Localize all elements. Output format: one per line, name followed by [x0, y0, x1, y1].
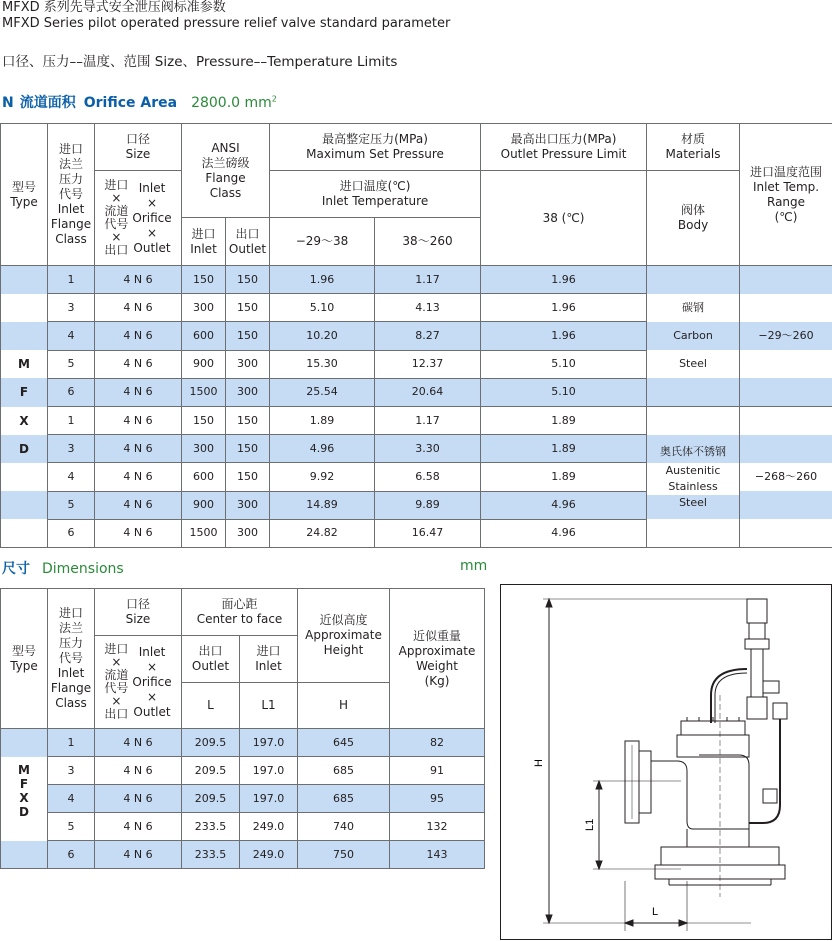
ansi-inlet: 1500: [182, 519, 226, 547]
d-h-L: L: [182, 683, 240, 729]
orifice-label-cn: 流道面积: [19, 95, 76, 111]
size-code: 4 N 6: [95, 757, 182, 785]
set-pressure-2: 9.89: [375, 491, 481, 519]
h-inlet-temp: 进口温度(℃) Inlet Temperature: [270, 171, 481, 218]
table-row: [1, 407, 832, 435]
d-h-outlet: 出口 Outlet: [182, 636, 240, 683]
ansi-outlet: 150: [226, 407, 270, 435]
ansi-inlet: 600: [182, 322, 226, 350]
ansi-inlet: 600: [182, 463, 226, 491]
type-letters: M F X D: [1, 757, 48, 841]
flange-class: 3: [48, 435, 95, 463]
size-code: 4 N 6: [95, 841, 182, 869]
flange-class: 4: [48, 322, 95, 350]
flange-class: 1: [48, 729, 95, 757]
set-pressure-2: 16.47: [375, 519, 481, 547]
type-letter: X: [1, 407, 48, 435]
range-carbon: −29～260: [740, 266, 832, 407]
set-pressure-1: 4.96: [270, 435, 375, 463]
flange-class: 5: [48, 350, 95, 378]
drawing-label-L: L: [652, 906, 659, 918]
dim-L1: 197.0: [240, 785, 298, 813]
set-pressure-1: 24.82: [270, 519, 375, 547]
dim-L: 233.5: [182, 841, 240, 869]
h-ansi-inlet: 进口 Inlet: [182, 218, 226, 266]
flange-class: 5: [48, 813, 95, 841]
d-h-inlet: 进口 Inlet: [240, 636, 298, 683]
flange-class: 3: [48, 294, 95, 322]
ansi-inlet: 900: [182, 491, 226, 519]
type-letter: [1, 463, 48, 491]
table-row: [1, 266, 832, 294]
d-h-size: 口径 Size: [95, 589, 182, 636]
ansi-outlet: 150: [226, 463, 270, 491]
outlet-limit: 1.96: [481, 322, 647, 350]
d-h-height: 近似高度 Approximate Height: [298, 589, 390, 683]
set-pressure-1: 1.89: [270, 407, 375, 435]
range-stainless: −268～260: [740, 407, 832, 548]
table-row: [1, 785, 485, 813]
drawing-label-L1: L1: [584, 818, 596, 831]
dim-L: 209.5: [182, 785, 240, 813]
weight: 143: [390, 841, 485, 869]
h-type: 型号 Type: [1, 124, 48, 266]
dim-H: 685: [298, 757, 390, 785]
d-h-L1: L1: [240, 683, 298, 729]
h-ansi-outlet: 出口 Outlet: [226, 218, 270, 266]
table-row: [1, 813, 485, 841]
ansi-outlet: 300: [226, 378, 270, 406]
h-materials: 材质 Materials: [647, 124, 740, 171]
ansi-inlet: 1500: [182, 378, 226, 406]
flange-class: 6: [48, 519, 95, 547]
set-pressure-2: 12.37: [375, 350, 481, 378]
ansi-outlet: 150: [226, 294, 270, 322]
weight: 95: [390, 785, 485, 813]
h-outlet-temp: 38 (℃): [481, 171, 647, 266]
h-size: 口径 Size: [95, 124, 182, 171]
size-code: 4 N 6: [95, 322, 182, 350]
ansi-outlet: 300: [226, 491, 270, 519]
h-temp-range: 进口温度范围 Inlet Temp. Range (℃): [740, 124, 832, 266]
title-en: MFXD Series pilot operated pressure relief valve standard parameter: [2, 16, 451, 31]
d-h-flange: 进口 法兰 压力 代号 Inlet Flange Class: [48, 589, 95, 729]
set-pressure-2: 8.27: [375, 322, 481, 350]
valve-drawing: [500, 584, 832, 940]
outlet-limit: 5.10: [481, 350, 647, 378]
set-pressure-1: 25.54: [270, 378, 375, 406]
orifice-label-en: Orifice Area: [83, 95, 178, 111]
weight: 82: [390, 729, 485, 757]
dim-L: 233.5: [182, 813, 240, 841]
outlet-limit: 5.10: [481, 378, 647, 406]
ansi-outlet: 150: [226, 266, 270, 294]
outlet-limit: 1.89: [481, 463, 647, 491]
dim-L1: 249.0: [240, 813, 298, 841]
material-stainless: 奥氏体不锈钢 Austenitic Stainless Steel: [647, 407, 740, 548]
ansi-inlet: 150: [182, 266, 226, 294]
orifice-value: 2800.0 $mm^2$: [191, 94, 277, 111]
size-code: 4 N 6: [95, 519, 182, 547]
dimensions-heading: 尺寸 Dimensions: [2, 561, 124, 577]
set-pressure-1: 9.92: [270, 463, 375, 491]
subtitle: 口径、压力––温度、范围 Size、Pressure––Temperature Limits: [2, 54, 398, 70]
type-letter: M: [1, 350, 48, 378]
size-code: 4 N 6: [95, 813, 182, 841]
type-letter: F: [1, 378, 48, 406]
type-letter: [1, 294, 48, 322]
outlet-limit: 1.96: [481, 266, 647, 294]
dimensions-table: [0, 588, 485, 869]
dim-L: 209.5: [182, 729, 240, 757]
outlet-limit: 4.96: [481, 491, 647, 519]
flange-class: 4: [48, 785, 95, 813]
dim-L: 209.5: [182, 757, 240, 785]
set-pressure-2: 20.64: [375, 378, 481, 406]
outlet-limit: 1.89: [481, 435, 647, 463]
h-outlet-limit: 最高出口压力(MPa) Outlet Pressure Limit: [481, 124, 647, 171]
size-code: 4 N 6: [95, 463, 182, 491]
ansi-outlet: 300: [226, 519, 270, 547]
set-pressure-2: 6.58: [375, 463, 481, 491]
flange-class: 1: [48, 266, 95, 294]
orifice-area: [2, 92, 277, 112]
ansi-inlet: 900: [182, 350, 226, 378]
type-letter: [1, 491, 48, 519]
title-cn: MFXD 系列先导式安全泄压阀标准参数: [2, 0, 226, 15]
size-code: 4 N 6: [95, 350, 182, 378]
type-letter: D: [1, 435, 48, 463]
size-code: 4 N 6: [95, 435, 182, 463]
dim-H: 685: [298, 785, 390, 813]
ansi-inlet: 300: [182, 294, 226, 322]
d-h-type: 型号 Type: [1, 589, 48, 729]
h-ansi: ANSI 法兰磅级 Flange Class: [182, 124, 270, 218]
set-pressure-2: 3.30: [375, 435, 481, 463]
size-code: 4 N 6: [95, 378, 182, 406]
dim-H: 645: [298, 729, 390, 757]
set-pressure-2: 1.17: [375, 266, 481, 294]
table-row: [1, 757, 485, 785]
table-row: [1, 841, 485, 869]
set-pressure-1: 15.30: [270, 350, 375, 378]
dim-L1: 249.0: [240, 841, 298, 869]
set-pressure-2: 1.17: [375, 407, 481, 435]
size-code: 4 N 6: [95, 294, 182, 322]
h-size-detail: 进口 × 流道 代号 × 出口 Inlet × Orifice × Outlet: [95, 171, 182, 266]
parameter-table: [0, 123, 832, 548]
flange-class: 5: [48, 491, 95, 519]
weight: 132: [390, 813, 485, 841]
set-pressure-1: 5.10: [270, 294, 375, 322]
size-code: 4 N 6: [95, 785, 182, 813]
dim-H: 740: [298, 813, 390, 841]
set-pressure-1: 1.96: [270, 266, 375, 294]
size-code: 4 N 6: [95, 729, 182, 757]
h-maxset: 最高整定压力(MPa) Maximum Set Pressure: [270, 124, 481, 171]
outlet-limit: 1.96: [481, 294, 647, 322]
table-row: [1, 729, 485, 757]
orifice-letter: N: [2, 95, 14, 111]
flange-class: 1: [48, 407, 95, 435]
dimensions-unit: mm: [460, 558, 488, 574]
type-letter: [1, 322, 48, 350]
material-carbon: 碳钢 Carbon Steel: [647, 266, 740, 407]
size-code: 4 N 6: [95, 407, 182, 435]
ansi-outlet: 150: [226, 322, 270, 350]
flange-class: 6: [48, 841, 95, 869]
set-pressure-1: 14.89: [270, 491, 375, 519]
dim-H: 750: [298, 841, 390, 869]
size-code: 4 N 6: [95, 266, 182, 294]
ansi-inlet: 300: [182, 435, 226, 463]
h-temp2: 38～260: [375, 218, 481, 266]
ansi-inlet: 150: [182, 407, 226, 435]
size-code: 4 N 6: [95, 491, 182, 519]
d-h-ctf: 面心距 Center to face: [182, 589, 298, 636]
ansi-outlet: 150: [226, 435, 270, 463]
flange-class: 6: [48, 378, 95, 406]
ansi-outlet: 300: [226, 350, 270, 378]
h-body: 阀体 Body: [647, 171, 740, 266]
d-h-size-detail: 进口 × 流道 代号 × 出口 Inlet × Orifice × Outlet: [95, 636, 182, 729]
dim-L1: 197.0: [240, 729, 298, 757]
h-temp1: −29～38: [270, 218, 375, 266]
type-letter: [1, 519, 48, 547]
set-pressure-2: 4.13: [375, 294, 481, 322]
flange-class: 3: [48, 757, 95, 785]
flange-class: 4: [48, 463, 95, 491]
d-h-weight: 近似重量 Approximate Weight (Kg): [390, 589, 485, 729]
dim-L1: 197.0: [240, 757, 298, 785]
d-h-H: H: [298, 683, 390, 729]
weight: 91: [390, 757, 485, 785]
drawing-label-H: H: [533, 759, 545, 767]
set-pressure-1: 10.20: [270, 322, 375, 350]
outlet-limit: 1.89: [481, 407, 647, 435]
outlet-limit: 4.96: [481, 519, 647, 547]
h-flange: 进口 法兰 压力 代号 Inlet Flange Class: [48, 124, 95, 266]
